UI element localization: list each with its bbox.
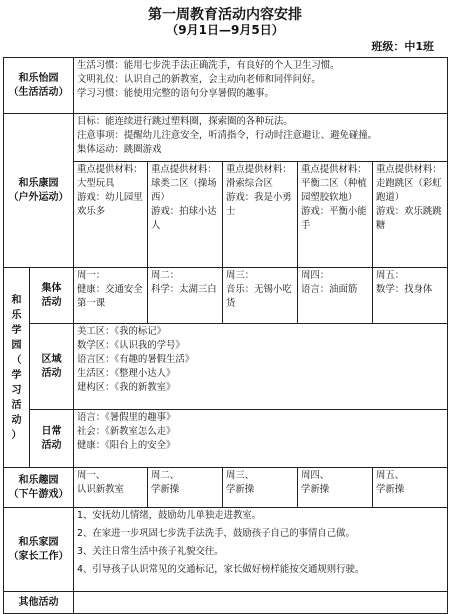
group-activity-day: 周三： 音乐：无锡小吃货 bbox=[223, 268, 298, 324]
group-activity-label: 集体 活动 bbox=[30, 268, 74, 324]
play-day: 周二、 学新操 bbox=[148, 468, 223, 508]
play-day: 周一、 认识新教室 bbox=[74, 468, 148, 508]
outdoor-goal-row bbox=[4, 114, 448, 162]
page-title: 第一周教育活动内容安排 bbox=[148, 7, 302, 23]
daily-line: 语言：《暑假里的趣事》 bbox=[77, 412, 176, 423]
home-label: 和乐家园 （家长工作） bbox=[4, 508, 74, 592]
schedule-table bbox=[3, 57, 448, 614]
study-group-row bbox=[4, 268, 448, 324]
play-day: 周三、 学新操 bbox=[223, 468, 298, 508]
area-line: 建构区：《我的新教室》 bbox=[77, 382, 176, 393]
group-activity-day: 周二： 科学：太湖三白 bbox=[148, 268, 223, 324]
life-line: 生活习惯：能用七步洗手法正确洗手，有良好的个人卫生习惯。 bbox=[77, 60, 340, 71]
home-line: 4、引导孩子认识常见的交通标记，家长做好榜样能按交通规则行驶。 bbox=[77, 564, 365, 575]
area-activity-label: 区域 活动 bbox=[30, 324, 74, 410]
area-activity-content bbox=[74, 324, 448, 410]
outdoor-goals bbox=[74, 114, 448, 162]
area-line: 语言区：《有趣的暑假生活》 bbox=[77, 354, 195, 365]
home-row bbox=[4, 508, 448, 592]
outdoor-line: 注意事项：提醒幼儿注意安全，听清指令，行动时注意避让、避免碰撞。 bbox=[77, 130, 378, 141]
outdoor-label: 和乐康园 （户外运动） bbox=[4, 114, 74, 268]
study-daily-row bbox=[4, 410, 448, 468]
home-line: 2、在家进一步巩固七步洗手法洗手，鼓励孩子自己的事情自己做。 bbox=[77, 528, 355, 539]
area-line: 美工区：《我的标记》 bbox=[77, 326, 167, 337]
daily-line: 健康：《阳台上的安全》 bbox=[77, 440, 176, 451]
outdoor-line: 集体运动：跳圈游戏 bbox=[77, 144, 162, 155]
class-label: 班级：中1班 bbox=[371, 40, 434, 53]
outdoor-zone: 重点提供材料：球类二区（操场西） 游戏：拍球小达人 bbox=[148, 162, 223, 268]
daily-line: 社会：《新教室怎么走》 bbox=[77, 426, 176, 437]
area-line: 生活区：《整理小达人》 bbox=[77, 368, 176, 379]
daily-activity-content bbox=[74, 410, 448, 468]
home-content bbox=[74, 508, 448, 592]
daily-activity-label: 日常 活动 bbox=[30, 410, 74, 468]
other-label: 其他活动 bbox=[4, 592, 74, 614]
group-activity-day: 周五： 数学：找身体 bbox=[373, 268, 448, 324]
study-label: 和 乐 学 园 （ 学 习 活 动 ） bbox=[4, 268, 30, 468]
play-day: 周四、 学新操 bbox=[298, 468, 373, 508]
group-activity-day: 周一： 健康：交通安全第一课 bbox=[74, 268, 148, 324]
area-line: 数学区：《认识我的学号》 bbox=[77, 340, 185, 351]
outdoor-line: 目标：能连续进行跳过塑料圈，探索圈的各种玩法。 bbox=[77, 116, 293, 127]
home-line: 3、关注日常生活中孩子礼貌交往。 bbox=[77, 546, 224, 557]
life-row bbox=[4, 58, 448, 114]
other-row bbox=[4, 592, 448, 614]
life-line: 文明礼仪：认识自己的新教室，会主动向老师和同伴问好。 bbox=[77, 74, 321, 85]
outdoor-zone: 重点提供材料：滑索综合区 游戏：我是小勇士 bbox=[223, 162, 298, 268]
outdoor-zone: 重点提供材料：大型玩具 游戏：幼儿园里欢乐多 bbox=[74, 162, 148, 268]
study-area-row bbox=[4, 324, 448, 410]
other-content bbox=[74, 592, 448, 614]
home-line: 1、安抚幼儿情绪，鼓励幼儿单独走进教室。 bbox=[77, 510, 262, 521]
outdoor-zone: 重点提供材料：平衡二区（种植园塑胶软地） 游戏：平衡小能手 bbox=[298, 162, 373, 268]
life-line: 学习习惯：能使用完整的语句分享暑假的趣事。 bbox=[77, 88, 274, 99]
life-content bbox=[74, 58, 448, 114]
play-day: 周五、 学新操 bbox=[373, 468, 448, 508]
outdoor-zone: 重点提供材料：走跑跳区（彩虹跑道） 游戏：欢乐跳跳糖 bbox=[373, 162, 448, 268]
page-subtitle: （9月1日—9月5日） bbox=[166, 23, 284, 37]
play-row bbox=[4, 468, 448, 508]
play-label: 和乐趣园 （下午游戏） bbox=[4, 468, 74, 508]
group-activity-day: 周四： 语言：油面筋 bbox=[298, 268, 373, 324]
life-label: 和乐怡园 （生活活动） bbox=[4, 58, 74, 114]
